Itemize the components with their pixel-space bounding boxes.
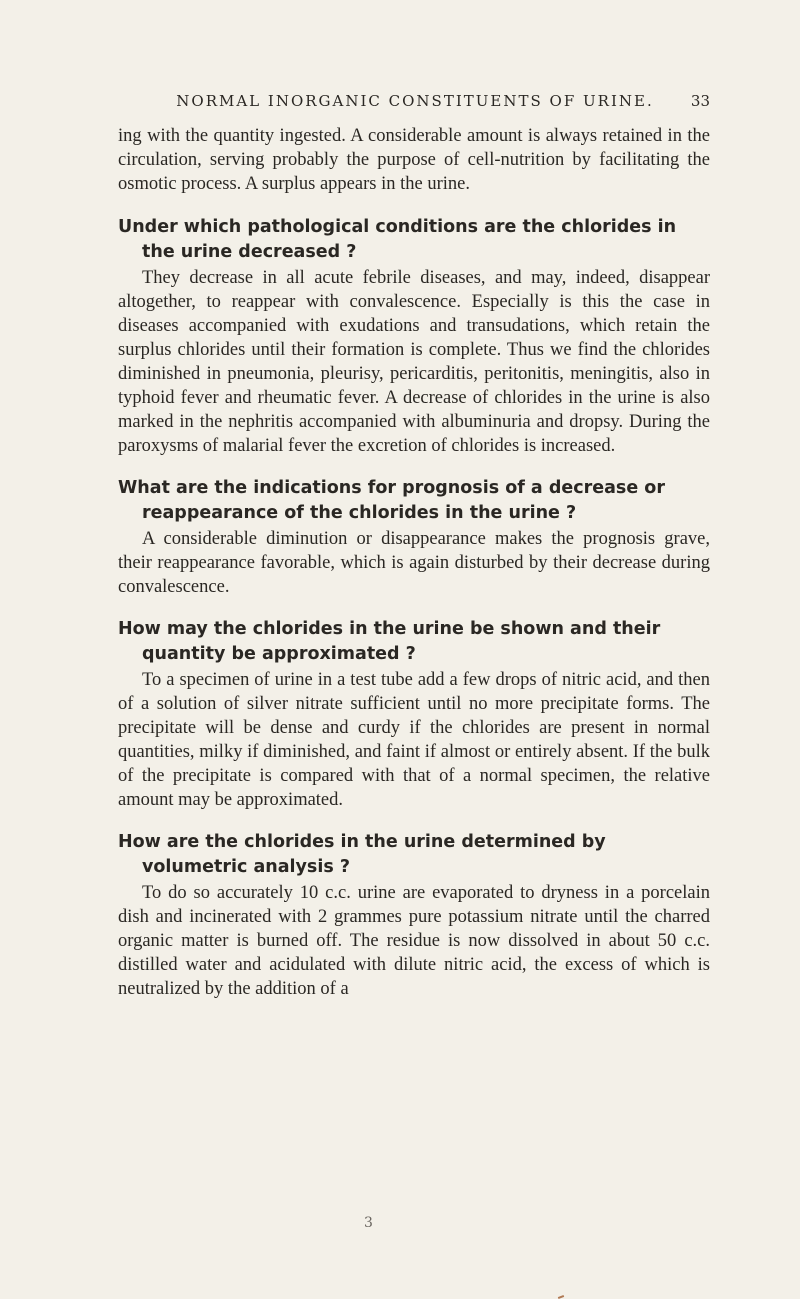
- running-head: [120, 92, 710, 116]
- paper-speck: [558, 1295, 564, 1299]
- section-volumetric-analysis: [118, 830, 710, 1001]
- question-heading: Under which pathological conditions are the chlorides in the urine decreased ?: [118, 217, 677, 262]
- section-approximation: [118, 617, 710, 812]
- section-prognosis: [118, 476, 710, 599]
- answer-paragraph: To do so accurately 10 c.c. urine are evaporated to dryness in a porcelain dish and incinerated with 2 grammes pure potassium nitrate until the charred organic matter is burned off. The residue is now dissolved in about 50 c.c. distilled water and acidulated with dilute nitric acid, the excess of which is neutralized by the addition of a: [118, 883, 710, 999]
- section-chlorides-decreased: [118, 215, 710, 458]
- continued-paragraph: ing with the quantity ingested. A considerable amount is always retained in the circulation, serving probably the purpose of cell-nutrition by facilitating the osmotic process. A surplus appears in the urine.: [118, 126, 710, 194]
- page-number: 33: [690, 92, 710, 110]
- question-heading: How may the chlorides in the urine be shown and their quantity be approximated ?: [118, 619, 661, 664]
- answer-paragraph: To a specimen of urine in a test tube add a few drops of nitric acid, and then of a solution of silver nitrate sufficient until no more precipitate forms. The precipitate will be dense and curdy if the chlorides are present in normal quantities, milky if diminished, and faint if almost or entirely absent. If the bulk of the precipitate is compared with that of a normal specimen, the relative amount may be approximated.: [118, 670, 710, 810]
- answer-paragraph: A considerable diminution or disappearance makes the prognosis grave, their reappearance favorable, which is again disturbed by their decrease during convalescence.: [118, 529, 710, 597]
- signature-mark: 3: [364, 1215, 373, 1231]
- answer-paragraph: They decrease in all acute febrile diseases, and may, indeed, disappear altogether, to reappear with convalescence. Especially is this the case in diseases accompanied with exudations and transudations, which retain the surplus chlorides until their formation is complete. Thus we find the chlorides diminished in pneumonia, pleurisy, pericarditis, peritonitis, meningitis, also in typhoid fever and rheumatic fever. A decrease of chlorides in the urine is also marked in the nephritis accompanied with albuminuria and dropsy. During the paroxysms of malarial fever the excretion of chlorides is increased.: [118, 268, 710, 456]
- running-title: NORMAL INORGANIC CONSTITUENTS OF URINE.: [176, 92, 654, 110]
- question-heading: How are the chlorides in the urine determined by volumetric analysis ?: [118, 832, 606, 877]
- question-heading: What are the indications for prognosis of a decrease or reappearance of the chlorides in the urine ?: [118, 478, 665, 523]
- page-body: [118, 124, 710, 1001]
